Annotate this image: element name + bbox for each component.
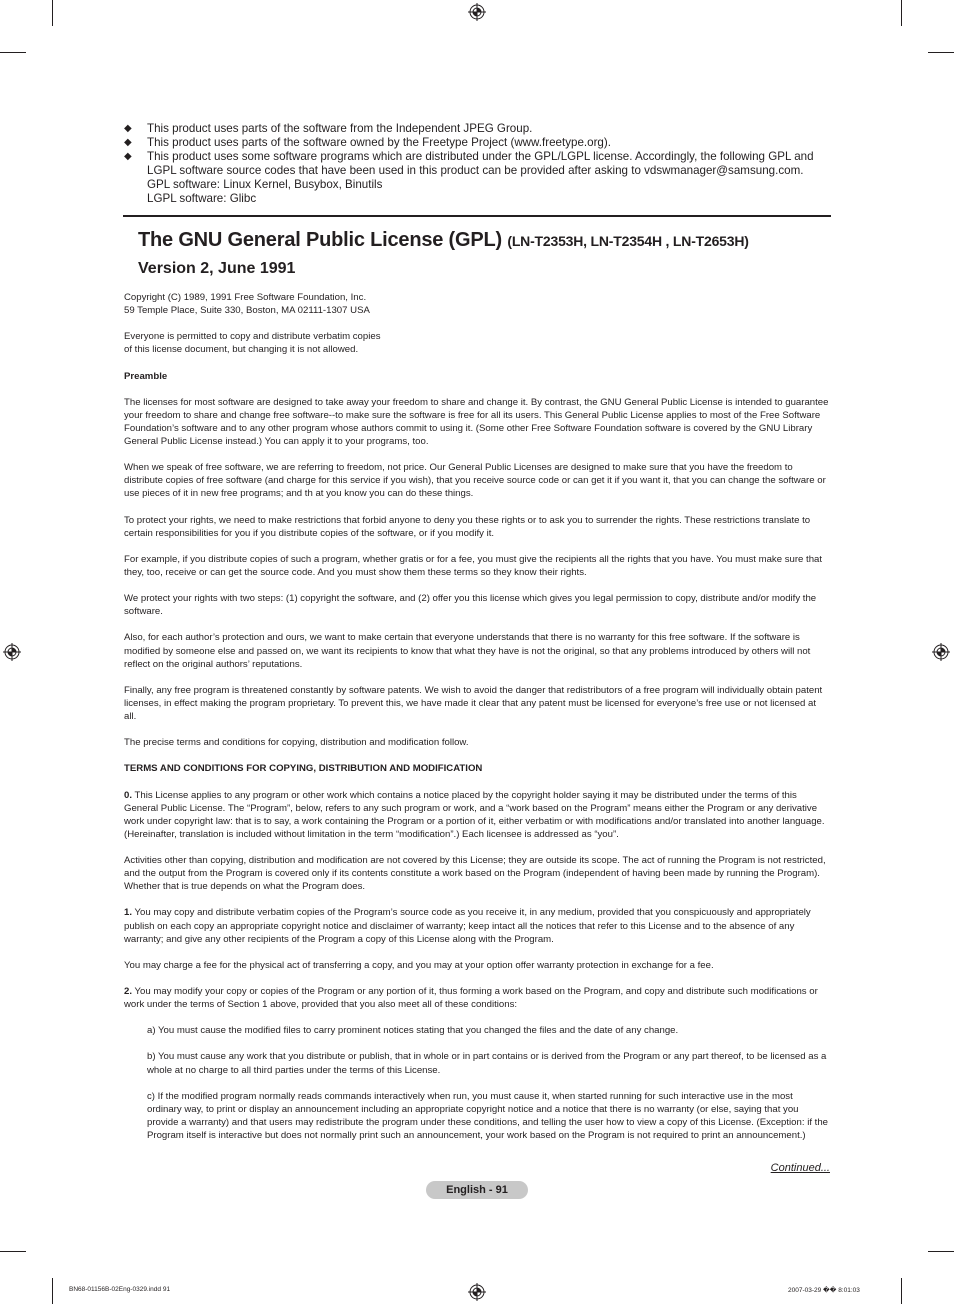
diamond-bullet-icon: ◆	[124, 123, 132, 134]
address-line: 59 Temple Place, Suite 330, Boston, MA 02111-1307 USA	[124, 305, 370, 317]
terms-heading: TERMS AND CONDITIONS FOR COPYING, DISTRIBUTION AND MODIFICATION	[124, 763, 483, 775]
paragraph: The precise terms and conditions for copying, distribution and modification follow.	[124, 737, 469, 749]
registration-mark-icon	[3, 643, 21, 661]
continued-link: Continued...	[770, 1162, 830, 1174]
section-divider	[123, 215, 831, 217]
condition-c: c) If the modified program normally reads commands interactively when run, you must cause it, when started running for such interactive use in the most ordinary way, to print or display an announcement including an appropriate copyright notice and a notice that there is no warranty (or else, saying that you provide a warranty) and that users may redistribute the program under these conditions, and telling the user how to view a copy of this License. (Exception: if the Program itself is interactive but does not normally print such an announcement, your work based on the Program is not required to print an announcement.)	[147, 1090, 828, 1141]
paragraph: Activities other than copying, distribution and modification are not covered by this License; they are outside its scope. The act of running the Program is not restricted, and the output from the Program is covered only if its contents constitute a work based on the Program (independent of having been made by running the Program). Whether that is true depends on what the Program does.	[124, 855, 826, 893]
paragraph: The licenses for most software are designed to take away your freedom to share and change it. By contrast, the GNU General Public License is intended to guarantee your freedom to share and change free software--to make sure the software is free for all its users. This General Public License applies to most of the Free Software Foundation’s software and to any other program whose authors commit to using it. (Some other Free Software Foundation software is covered by the GNU Library General Public License instead.) You can apply it to your programs, too.	[124, 396, 829, 448]
registration-mark-icon	[932, 643, 950, 661]
paragraph: When we speak of free software, we are referring to freedom, not price. Our General Public Licenses are designed to make sure that you have the freedom to distribute copies of free software (and charge for this service if you wish), that you receive source code or can get it if you want it, that you can change the software or use pieces of it in new free programs; and th at you know you can do these things.	[124, 462, 826, 500]
page-number-badge: English - 91	[426, 1181, 528, 1199]
section-number: 2.	[124, 985, 133, 997]
condition-a: a) You must cause the modified files to carry prominent notices stating that you changed the files and the date of any change.	[147, 1025, 679, 1037]
section-number: 1.	[124, 907, 133, 919]
crop-mark	[52, 0, 53, 26]
bullet-item	[124, 122, 832, 136]
crop-mark	[901, 1278, 902, 1304]
model-numbers: (LN-T2353H, LN-T2354H , LN-T2653H)	[507, 233, 749, 249]
diamond-bullet-icon: ◆	[124, 137, 132, 148]
crop-mark	[0, 52, 26, 53]
bullet-text: LGPL software source codes that have been used in this product can be provided after asking to vdswmanager@samsung.com.	[147, 164, 804, 177]
condition-b: b) You must cause any work that you distribute or publish, that in whole or in part contains or is derived from the Program or any part thereof, to be licensed as a whole at no charge to all third parties under the terms of this License.	[147, 1051, 827, 1076]
lgpl-software-list: LGPL software: Glibc	[147, 192, 257, 205]
registration-mark-icon	[468, 3, 486, 21]
section-2	[124, 985, 830, 1011]
section-text: This License applies to any program or other work which contains a notice placed by the copyright holder saying it may be distributed under the terms of this General Public License. The “Program”, below, refers to any such program or work, and a “work based on the Program” means either the Program or any derivative work under copyright law: that is to say, a work containing the Program or a portion of it, either verbatim or with modifications and/or translated into another language. (Hereinafter, translation is included without limitation in the term “modification”.) Each licensee is addressed as “you”.	[124, 789, 825, 840]
bullet-item	[124, 136, 832, 150]
paragraph: For example, if you distribute copies of such a program, whether gratis or for a fee, you must give the recipients all the rights that you have. You must make sure that they, too, receive or can get the source code. And you must show them these terms so they know their rights.	[124, 553, 823, 578]
copyright-notice	[124, 291, 830, 317]
permission-notice	[124, 330, 830, 356]
section-0	[124, 789, 830, 841]
crop-mark	[0, 1251, 26, 1252]
bullet-list	[124, 122, 832, 206]
paragraph: We protect your rights with two steps: (1) copyright the software, and (2) offer you this license which gives you legal permission to copy, distribute and/or modify the software.	[124, 593, 817, 618]
title-main: The GNU General Public License (GPL)	[138, 229, 502, 251]
paragraph: Also, for each author’s protection and ours, we want to make certain that everyone understands that there is no warranty for this free software. If the software is modified by someone else and passed on, we want its recipients to know that what they have is not the original, so that any problems introduced by others will not reflect on the original authors’ reputations.	[124, 632, 811, 670]
registration-mark-icon	[468, 1283, 486, 1301]
permission-line: Everyone is permitted to copy and distribute verbatim copies	[124, 331, 381, 343]
section-number: 0.	[124, 789, 133, 801]
bullet-text: This product uses parts of the software owned by the Freetype Project (www.freetype.org).	[147, 136, 611, 149]
page-title	[138, 229, 749, 252]
crop-mark	[52, 1278, 53, 1304]
crop-mark	[928, 52, 954, 53]
paragraph: Finally, any free program is threatened constantly by software patents. We wish to avoid the danger that redistributors of a free program will individually obtain patent licenses, in effect making the program proprietary. To prevent this, we have made it clear that any patent must be licensed for everyone’s free use or not licensed at all.	[124, 684, 823, 722]
footer-file-info: BN68-01156B-02Eng-0329.indd 91	[69, 1286, 171, 1293]
permission-line: of this license document, but changing it is not allowed.	[124, 344, 359, 356]
paragraph: You may charge a fee for the physical act of transferring a copy, and you may at your option offer warranty protection in exchange for a fee.	[124, 959, 714, 971]
bullet-text: This product uses some software programs which are distributed under the GPL/LGPL license. Accordingly, the following GPL and	[147, 150, 814, 163]
copyright-line: Copyright (C) 1989, 1991 Free Software Foundation, Inc.	[124, 292, 367, 303]
version-subtitle: Version 2, June 1991	[138, 260, 296, 277]
gpl-software-list: GPL software: Linux Kernel, Busybox, Binutils	[147, 178, 383, 191]
crop-mark	[901, 0, 902, 26]
section-text: You may copy and distribute verbatim copies of the Program’s source code as you receive it, in any medium, provided that you conspicuously and appropriately publish on each copy an appropriate copyright notice and disclaimer of warranty; keep intact all the notices that refer to this License and to the absence of any warranty; and give any other recipients of the Program a copy of this License along with the Program.	[124, 907, 811, 945]
bullet-item	[124, 150, 832, 206]
bullet-text: This product uses parts of the software from the Independent JPEG Group.	[147, 122, 533, 135]
footer-timestamp: 2007-03-29 �� 8:01:03	[788, 1287, 860, 1294]
license-body	[124, 291, 830, 1155]
crop-mark	[928, 1251, 954, 1252]
preamble-heading: Preamble	[124, 370, 168, 382]
paragraph: To protect your rights, we need to make restrictions that forbid anyone to deny you these rights or to ask you to surrender the rights. These restrictions translate to certain responsibilities for you if you distribute copies of the software, or if you modify it.	[124, 514, 811, 539]
diamond-bullet-icon: ◆	[124, 151, 132, 162]
section-text: You may modify your copy or copies of the Program or any portion of it, thus forming a work based on the Program, and copy and distribute such modifications or work under the terms of Section 1 above, provided that you also meet all of these conditions:	[124, 985, 818, 1011]
section-1	[124, 906, 830, 945]
